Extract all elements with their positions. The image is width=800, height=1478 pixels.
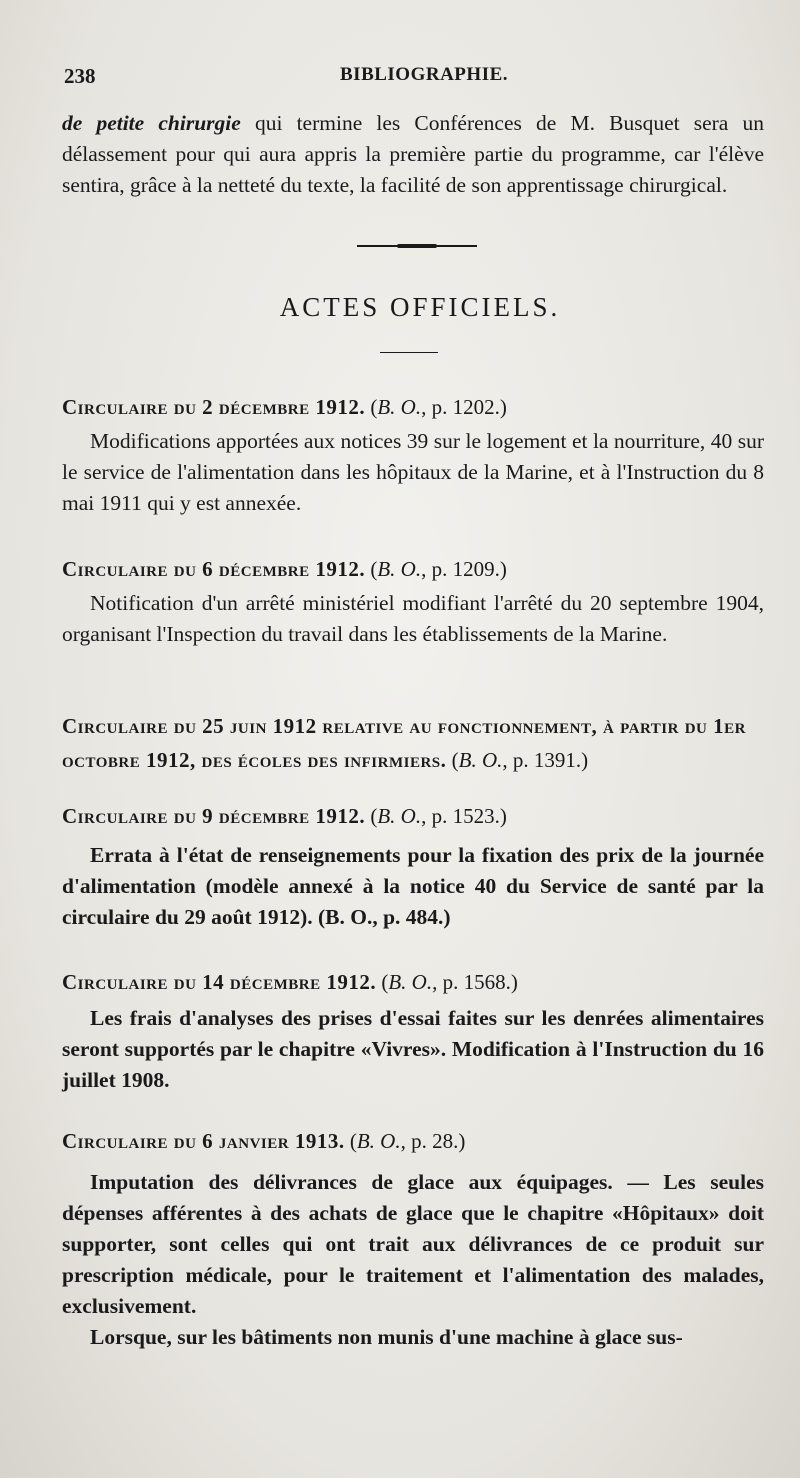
entry-reference	[365, 804, 507, 828]
ref-page: , p. 1568.)	[432, 970, 518, 994]
ref-prefix: (	[370, 395, 378, 419]
ref-page: , p. 1523.)	[421, 804, 507, 828]
entry-body-paragraph: Lorsque, sur les bâtiments non munis d'une machine à glace sus-	[90, 1325, 683, 1349]
page-header	[60, 64, 760, 94]
ref-prefix: (	[365, 804, 378, 828]
entry-title: Circulaire du 25 juin 1912 relative au fonctionnement, à partir du 1er octobre 1912, des écoles des infirmiers.	[62, 714, 746, 772]
entry-body: Les frais d'analyses des prises d'essai faites sur les denrées alimentaires seront supportés par le chapitre «Vivres». Modification à l'Instruction du 16 juillet 1908.	[62, 1006, 764, 1092]
ref-prefix: (	[376, 970, 389, 994]
entry-title: Circulaire du 2 décembre 1912.	[62, 395, 366, 419]
ref-page: , p. 28.)	[400, 1129, 466, 1153]
entry-body: Notification d'un arrêté ministériel modifiant l'arrêté du 20 septembre 1904, organisant l'Inspection du travail dans les établissements de la Marine.	[62, 591, 764, 646]
entry-title: Circulaire du 14 décembre 1912.	[62, 970, 377, 994]
entry-reference	[370, 557, 507, 581]
ref-page: , p. 1202.)	[421, 395, 507, 419]
entry-body: Errata à l'état de renseignements pour la fixation des prix de la journée d'alimentation (modèle annexé à la notice 40 du Service de santé par la circulaire du 29 août 1912). (B. O., p. 484.)	[62, 843, 764, 929]
ref-prefix: (	[344, 1129, 357, 1153]
ref-page: , p. 1391.)	[502, 748, 589, 772]
entry-title: Circulaire du 9 décembre 1912.	[62, 804, 366, 828]
entry-title: Circulaire du 6 décembre 1912.	[62, 557, 366, 581]
entry-heading	[62, 966, 772, 998]
entry-title: Circulaire du 6 janvier 1913.	[62, 1129, 345, 1153]
entry-body: Modifications apportées aux notices 39 sur le logement et la nourriture, 40 sur le service de l'alimentation dans les hôpitaux de la Marine, et à l'Instruction du 8 mai 1911 qui y est annexée.	[62, 429, 764, 515]
entry-reference	[376, 970, 518, 994]
ref-bulletin: B. O.	[388, 970, 433, 994]
entry-heading	[62, 1125, 772, 1157]
running-head: BIBLIOGRAPHIE.	[340, 64, 509, 85]
ref-page: , p. 1209.)	[421, 557, 507, 581]
entry-heading	[62, 800, 772, 832]
title-underline-rule	[380, 352, 438, 353]
intro-text: qui termine les Conférences de M. Busquet sera un délassement pour qui aura appris la première partie du programme, car l'élève sentira, grâce à la netteté du texte, la facilité de son apprentissage chirurgical.	[62, 111, 765, 197]
entry-heading	[62, 553, 772, 585]
ref-bulletin: B. O.	[377, 557, 422, 581]
ref-bulletin: B. O.	[458, 748, 503, 772]
entry-reference	[446, 748, 588, 772]
section-divider-rule	[357, 245, 477, 247]
ref-bulletin: B. O.	[377, 804, 422, 828]
ref-bulletin: B. O.	[377, 395, 422, 419]
ref-prefix: (	[370, 557, 378, 581]
intro-paragraph	[62, 108, 764, 201]
entry-heading	[62, 391, 772, 423]
entry-reference	[370, 395, 507, 419]
entry-heading	[62, 709, 772, 777]
section-title: ACTES OFFICIELS.	[279, 292, 561, 322]
ref-bulletin: B. O.	[356, 1129, 401, 1153]
ref-prefix: (	[446, 748, 459, 772]
intro-italic-text: de petite chirurgie	[62, 111, 241, 135]
page-number: 238	[64, 64, 96, 88]
entry-body-paragraph: Imputation des délivrances de glace aux équipages. — Les seules dépenses afférentes à des achats de glace que le chapitre «Hôpitaux» doit supporter, sont celles qui ont trait aux délivrances de ce produit sur prescription médicale, pour le traitement et l'alimentation des malades, exclusivement.	[62, 1170, 764, 1318]
entry-body	[62, 1167, 764, 1353]
entry-reference	[345, 1129, 466, 1153]
